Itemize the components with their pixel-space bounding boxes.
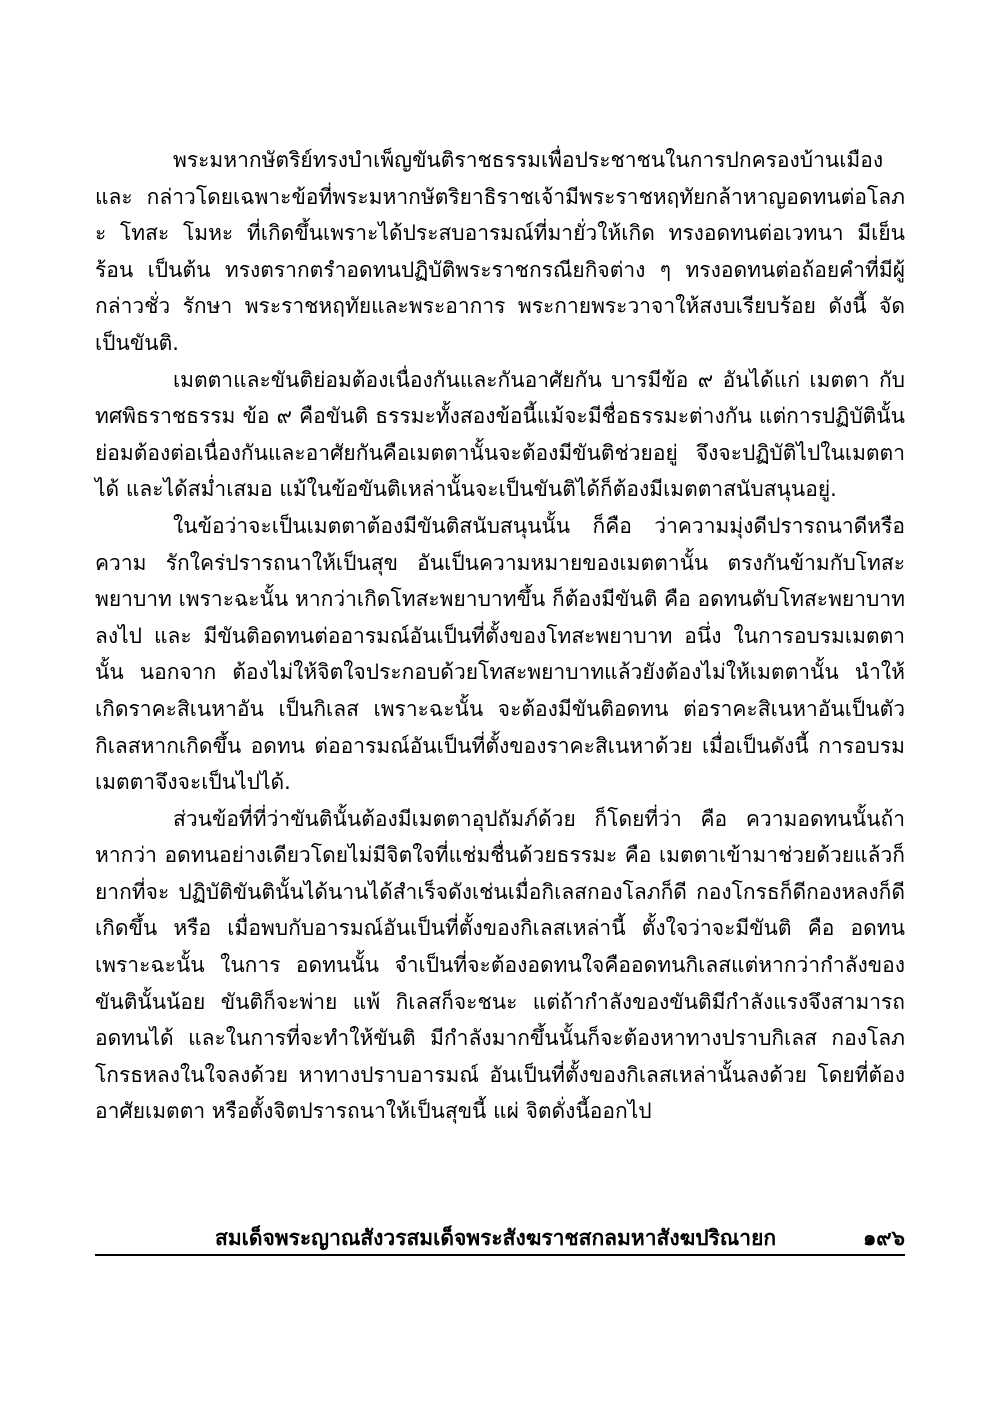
paragraph-4: ส่วนข้อที่ที่ว่าขันตินั้นต้องมีเมตตาอุปถัมภ์ด้วย ก็โดยที่ว่า คือ ความอดทนนั้นถ้าหากว่า อดทนอย่างเดียวโดยไม่มีจิตใจที่แช่มชื่นด้วยธรรมะ คือ เมตตาเข้ามาช่วยด้วยแล้วก็ยากที่จะ ปฏิบัติขันตินั้นได้นานได้สำเร็จดังเช่นเมื่อกิเลสกองโลภก็ดี กองโกรธก็ดีกองหลงก็ดี เกิดขึ้น หรือ เมื่อพบกับอารมณ์อันเป็นที่ตั้งของกิเลสเหล่านี้ ตั้งใจว่าจะมีขันติ คือ อดทน เพราะฉะนั้น ในการ อดทนนั้น จำเป็นที่จะต้องอดทนใจคืออดทนกิเลสแต่หากว่ากำลังของขันตินั้นน้อย ขันติก็จะพ่าย แพ้ กิเลสก็จะชนะ แต่ถ้ากำลังของขันติมีกำลังแรงจึงสามารถอดทนได้ และในการที่จะทำให้ขันติ มีกำลังมากขึ้นนั้นก็จะต้องหาทางปราบกิเลส กองโลภโกรธหลงในใจลงด้วย หาทางปราบอารมณ์ อันเป็นที่ตั้งของกิเลสเหล่านั้นลงด้วย โดยที่ต้องอาศัยเมตตา หรือตั้งจิตปรารถนาให้เป็นสุขนี้ แผ่ จิตดั่งนี้ออกไป (95, 806, 905, 1124)
footer-rule (95, 1254, 905, 1256)
page-number: ๑๙๖ (862, 1226, 905, 1250)
body-text (95, 142, 905, 1130)
footer-title: สมเด็จพระญาณสังวรสมเด็จพระสังฆราชสกลมหาสังฆปริณายก (215, 1226, 777, 1250)
paragraph-3: ในข้อว่าจะเป็นเมตตาต้องมีขันติสนับสนุนนั้น ก็คือ ว่าความมุ่งดีปรารถนาดีหรือความ รักใคร่ปรารถนาให้เป็นสุข อันเป็นความหมายของเมตตานั้น ตรงกันข้ามกับโทสะ พยาบาท เพราะฉะนั้น หากว่าเกิดโทสะพยาบาทขึ้น ก็ต้องมีขันติ คือ อดทนดับโทสะพยาบาทลงไป และ มีขันติอดทนต่ออารมณ์อันเป็นที่ตั้งของโทสะพยาบาท อนึ่ง ในการอบรมเมตตานั้น นอกจาก ต้องไม่ให้จิตใจประกอบด้วยโทสะพยาบาทแล้วยังต้องไม่ให้เมตตานั้น นำให้เกิดราคะสิเนหาอัน เป็นกิเลส เพราะฉะนั้น จะต้องมีขันติอดทน ต่อราคะสิเนหาอันเป็นตัวกิเลสหากเกิดขึ้น อดทน ต่ออารมณ์อันเป็นที่ตั้งของราคะสิเนหาด้วย เมื่อเป็นดังนี้ การอบรมเมตตาจึงจะเป็นไปได้. (95, 513, 905, 795)
paragraph-1: พระมหากษัตริย์ทรงบำเพ็ญขันติราชธรรมเพื่อประชาชนในการปกครองบ้านเมืองและ กล่าวโดยเฉพาะข้อที่พระมหากษัตริยาธิราชเจ้ามีพระราชหฤทัยกล้าหาญอดทนต่อโลภะ โทสะ โมหะ ที่เกิดขึ้นเพราะได้ประสบอารมณ์ที่มายั่วให้เกิด ทรงอดทนต่อเวทนา มีเย็นร้อน เป็นต้น ทรงตรากตรำอดทนปฏิบัติพระราชกรณียกิจต่าง ๆ ทรงอดทนต่อถ้อยคำที่มีผู้กล่าวชั่ว รักษา พระราชหฤทัยและพระอาการ พระกายพระวาจาให้สงบเรียบร้อย ดังนี้ จัดเป็นขันติ. (95, 148, 905, 355)
page-footer (95, 1218, 905, 1258)
paragraph-2: เมตตาและขันติย่อมต้องเนื่องกันและกันอาศัยกัน บารมีข้อ ๙ อันได้แก่ เมตตา กับ ทศพิธราชธรรม ข้อ ๙ คือขันติ ธรรมะทั้งสองข้อนี้แม้จะมีชื่อธรรมะต่างกัน แต่การปฏิบัตินั้น ย่อมต้องต่อเนื่องกันและอาศัยกันคือเมตตานั้นจะต้องมีขันติช่วยอยู่ จึงจะปฏิบัติไปในเมตตาได้ และได้สม่ำเสมอ แม้ในข้อขันติเหล่านั้นจะเป็นขันติได้ก็ต้องมีเมตตาสนับสนุนอยู่. (95, 367, 905, 502)
